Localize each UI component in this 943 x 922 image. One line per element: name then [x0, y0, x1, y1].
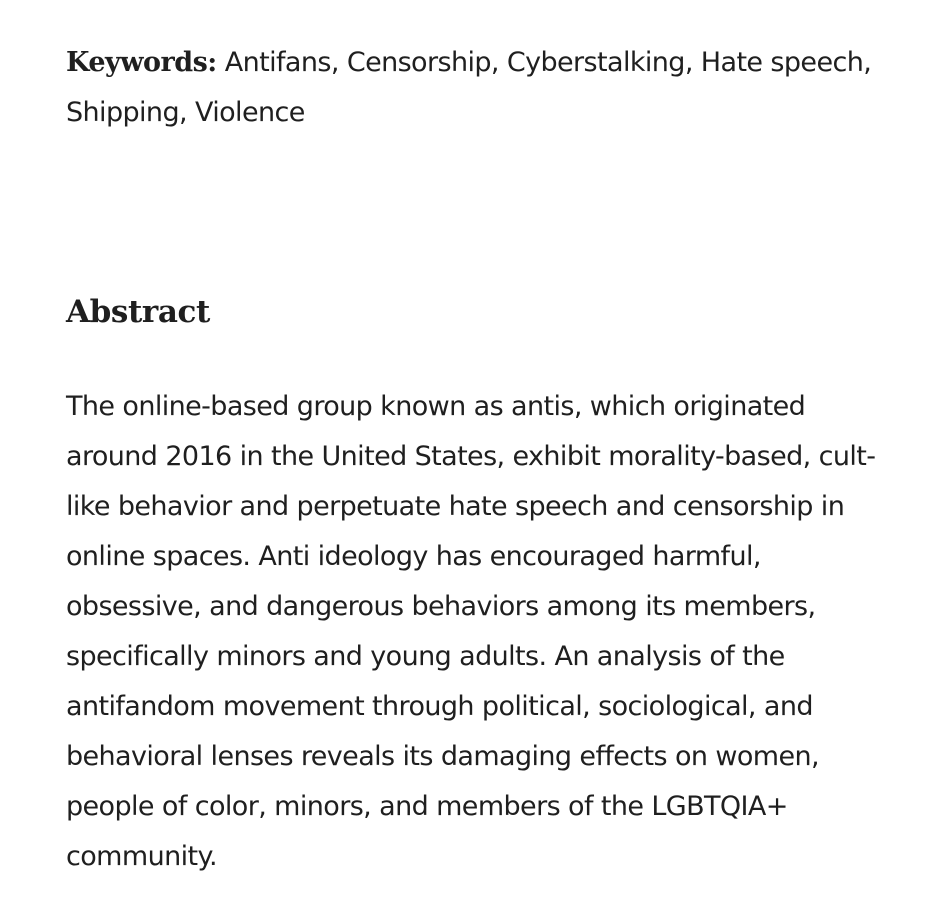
abstract-line-10: community. [66, 841, 217, 872]
abstract-body [66, 382, 896, 882]
abstract-line-6: specifically minors and young adults. An analysis of the [66, 641, 785, 672]
abstract-line-8: behavioral lenses reveals its damaging effects on women, [66, 741, 819, 772]
abstract-line-7: antifandom movement through political, sociological, and [66, 691, 813, 722]
keywords-line-1 [66, 38, 906, 88]
keywords-paragraph [66, 38, 906, 138]
keywords-list-part-2: Shipping, Violence [66, 97, 305, 128]
keywords-list-part-1: Antifans, Censorship, Cyberstalking, Hate speech, [216, 47, 872, 78]
abstract-line-5: obsessive, and dangerous behaviors among its members, [66, 591, 816, 622]
abstract-line-1: The online-based group known as antis, which originated [66, 391, 806, 422]
abstract-heading: Abstract [66, 294, 210, 330]
abstract-line-3: like behavior and perpetuate hate speech and censorship in [66, 491, 845, 522]
abstract-line-2: around 2016 in the United States, exhibit morality-based, cult- [66, 441, 876, 472]
abstract-line-9: people of color, minors, and members of the LGBTQIA+ [66, 791, 788, 822]
keywords-label: Keywords: [66, 47, 217, 78]
abstract-line-4: online spaces. Anti ideology has encouraged harmful, [66, 541, 761, 572]
